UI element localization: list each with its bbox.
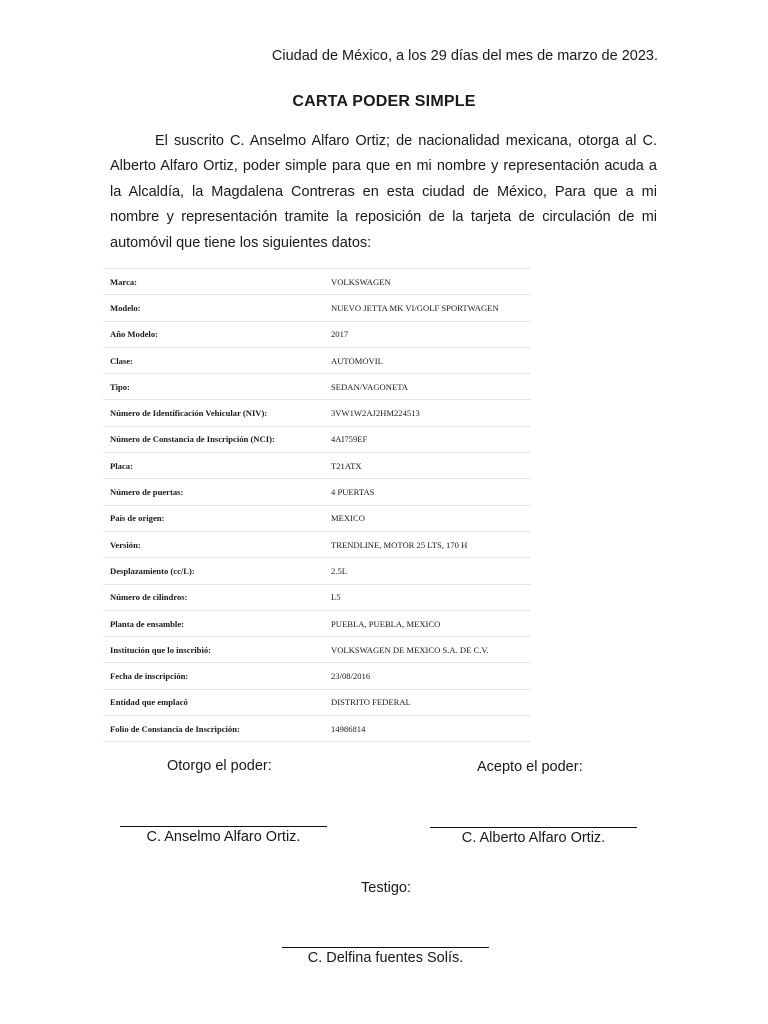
field-value: 14986814	[324, 716, 531, 742]
field-label: Número de puertas:	[103, 479, 324, 505]
field-label: Tipo:	[103, 374, 324, 400]
table-row	[103, 663, 531, 689]
field-value: 3VW1W2AJ2HM224513	[324, 400, 531, 426]
field-value: T21ATX	[324, 453, 531, 479]
field-label: Placa:	[103, 453, 324, 479]
field-label: Año Modelo:	[103, 321, 324, 347]
table-row	[103, 716, 531, 742]
table-row	[103, 295, 531, 321]
field-value: DISTRITO FEDERAL	[324, 689, 531, 715]
field-label: Modelo:	[103, 295, 324, 321]
field-value: SEDAN/VAGONETA	[324, 374, 531, 400]
table-row	[103, 347, 531, 373]
field-label: Entidad que emplacó	[103, 689, 324, 715]
grantee-signature-line	[430, 827, 637, 828]
field-label: País de origen:	[103, 505, 324, 531]
grantee-caption: Acepto el poder:	[477, 759, 583, 775]
table-row	[103, 321, 531, 347]
field-label: Institución que lo inscribió:	[103, 637, 324, 663]
table-row	[103, 531, 531, 557]
field-value: PUEBLA, PUEBLA, MEXICO	[324, 610, 531, 636]
grantor-name: C. Anselmo Alfaro Ortiz.	[146, 829, 301, 845]
field-value: 2.5L	[324, 558, 531, 584]
field-label: Desplazamiento (cc/L):	[103, 558, 324, 584]
grantor-caption: Otorgo el poder:	[167, 758, 272, 774]
witness-caption: Testigo:	[361, 880, 411, 896]
table-row	[103, 453, 531, 479]
field-label: Planta de ensamble:	[103, 610, 324, 636]
field-value: MEXICO	[324, 505, 531, 531]
table-row	[103, 400, 531, 426]
table-row	[103, 689, 531, 715]
field-value: AUTOMOVIL	[324, 347, 531, 373]
field-label: Clase:	[103, 347, 324, 373]
field-value: 4 PUERTAS	[324, 479, 531, 505]
field-value: VOLKSWAGEN DE MEXICO S.A. DE C.V.	[324, 637, 531, 663]
table-row	[103, 637, 531, 663]
field-label: Marca:	[103, 269, 324, 295]
field-value: 23/08/2016	[324, 663, 531, 689]
document-title: CARTA PODER SIMPLE	[292, 93, 476, 110]
field-label: Folio de Constancia de Inscripción:	[103, 716, 324, 742]
table-row	[103, 505, 531, 531]
field-value: VOLKSWAGEN	[324, 269, 531, 295]
table-row	[103, 269, 531, 295]
field-label: Fecha de inscripción:	[103, 663, 324, 689]
field-value: 4AI759EF	[324, 426, 531, 452]
table-row	[103, 479, 531, 505]
table-row	[103, 374, 531, 400]
body-paragraph: El suscrito C. Anselmo Alfaro Ortiz; de nacionalidad mexicana, otorga al C. Alberto Alfaro Ortiz, poder simple para que en mi nombre y representación acuda a la Alcaldía, la Magdalena Contreras en esta ciudad de México, Para que a mi nombre y representación tramite la reposición de la tarjeta de circulación de mi automóvil que tiene los siguientes datos:	[110, 133, 657, 251]
field-label: Número de cilindros:	[103, 584, 324, 610]
table-row	[103, 558, 531, 584]
field-label: Número de Constancia de Inscripción (NCI):	[103, 426, 324, 452]
field-value: L5	[324, 584, 531, 610]
table-row	[103, 584, 531, 610]
date-line: Ciudad de México, a los 29 días del mes de marzo de 2023.	[271, 48, 658, 64]
witness-name: C. Delfina fuentes Solís.	[307, 950, 464, 966]
field-label: Versión:	[103, 531, 324, 557]
field-value: TRENDLINE, MOTOR 25 LTS, 170 H	[324, 531, 531, 557]
witness-signature-line	[282, 947, 489, 948]
field-value: NUEVO JETTA MK VI/GOLF SPORTWAGEN	[324, 295, 531, 321]
vehicle-data-table	[103, 268, 531, 742]
field-label: Número de Identificación Vehicular (NIV):	[103, 400, 324, 426]
field-value: 2017	[324, 321, 531, 347]
table-row	[103, 610, 531, 636]
table-row	[103, 426, 531, 452]
grantee-name: C. Alberto Alfaro Ortiz.	[461, 830, 606, 846]
grantor-signature-line	[120, 826, 327, 827]
